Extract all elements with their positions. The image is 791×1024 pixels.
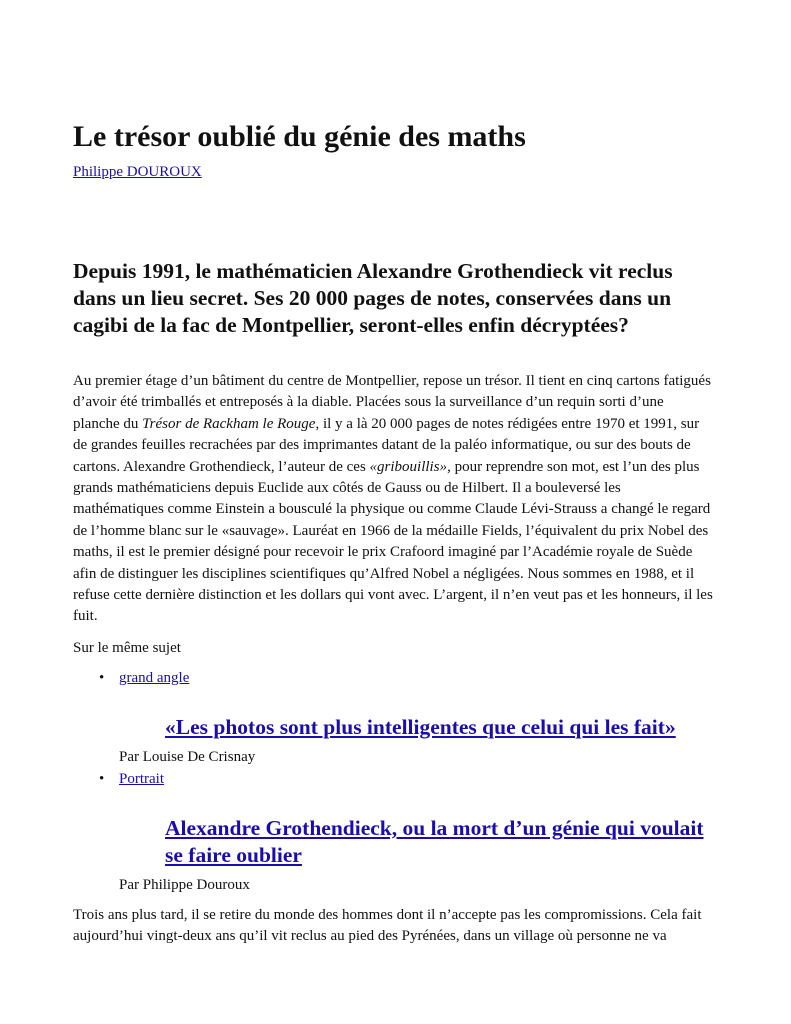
paragraph-1-part-c: , pour reprendre son mot, est l’un des plus grands mathématiciens depuis Euclide aux côtés de Gauss ou de Hilbert. Il a bouleversé les mathématiques comme Einstein a bousculé la physique ou comme Claude Lévi-Strauss a changé le regard de l’homme blanc sur le «sauvage». Lauréat en 1966 de la médaille Fields, l’équivalent du prix Nobel des maths, il est le premier désigné pour recevoir le prix Crafoord imaginé par l’Académie royale de Suède afin de distinguer les disciplines scientifiques qu’Alfred Nobel a négligées. Nous sommes en 1988, et il refuse cette dernière distinction et les dollars qui vont avec. L’argent, il n’en veut pas et les honneurs, il les fuit. [73,458,713,625]
related-tag-link[interactable]: grand angle [119,670,190,686]
related-title-link[interactable]: «Les photos sont plus intelligentes que celui qui les fait» [165,715,676,739]
related-byline: Par Louise De Crisnay [119,749,256,765]
paragraph-1-part-a: Au premier étage d’un bâtiment du centre de Montpellier, repose un trésor. Il tient en cinq cartons fatigués d’avoir été trimballés et entreposés à la diable. Placées sous la surveillance d’un requin sorti d’une planche du [73,373,711,432]
related-tag-link[interactable]: Portrait [119,771,164,787]
author-link[interactable]: Philippe DOUROUX [73,164,202,180]
bullet-icon: • [99,771,105,787]
bullet-icon: • [99,670,105,686]
same-subject-heading: Sur le même sujet [73,640,181,656]
related-title [165,714,725,741]
paragraph-1-italic-2: «gribouillis» [369,458,448,475]
author-byline [73,163,202,181]
article-lead: Depuis 1991, le mathématicien Alexandre Grothendieck vit reclus dans un lieu secret. Ses 20 000 pages de notes, conservées dans un cagibi de la fac de Montpellier, seront-elles enfin décryptées? [73,259,673,337]
paragraph-1-italic-1: Trésor de Rackham le Rouge [142,415,316,432]
paragraph-1-part-b: , il y a là 20 000 pages de notes rédigées entre 1970 et 1991, sur de grandes feuilles recrachées par des imprimantes datant de la paléo informatique, ou sur des bouts de cartons. Alexandre Grothendieck, l’auteur de ces [73,415,700,475]
article-title: Le trésor oublié du génie des maths [73,120,526,153]
paragraph-2: Trois ans plus tard, il se retire du monde des hommes dont il n’accepte pas les compromissions. Cela fait aujourd’hui vingt-deux ans qu’il vit reclus au pied des Pyrénées, dans un village où personne ne va [73,907,702,945]
related-byline: Par Philippe Douroux [119,877,250,893]
paragraph-1 [73,371,713,628]
related-title [165,815,725,869]
related-title-link[interactable]: Alexandre Grothendieck, ou la mort d’un génie qui voulait se faire oublier [165,816,704,867]
